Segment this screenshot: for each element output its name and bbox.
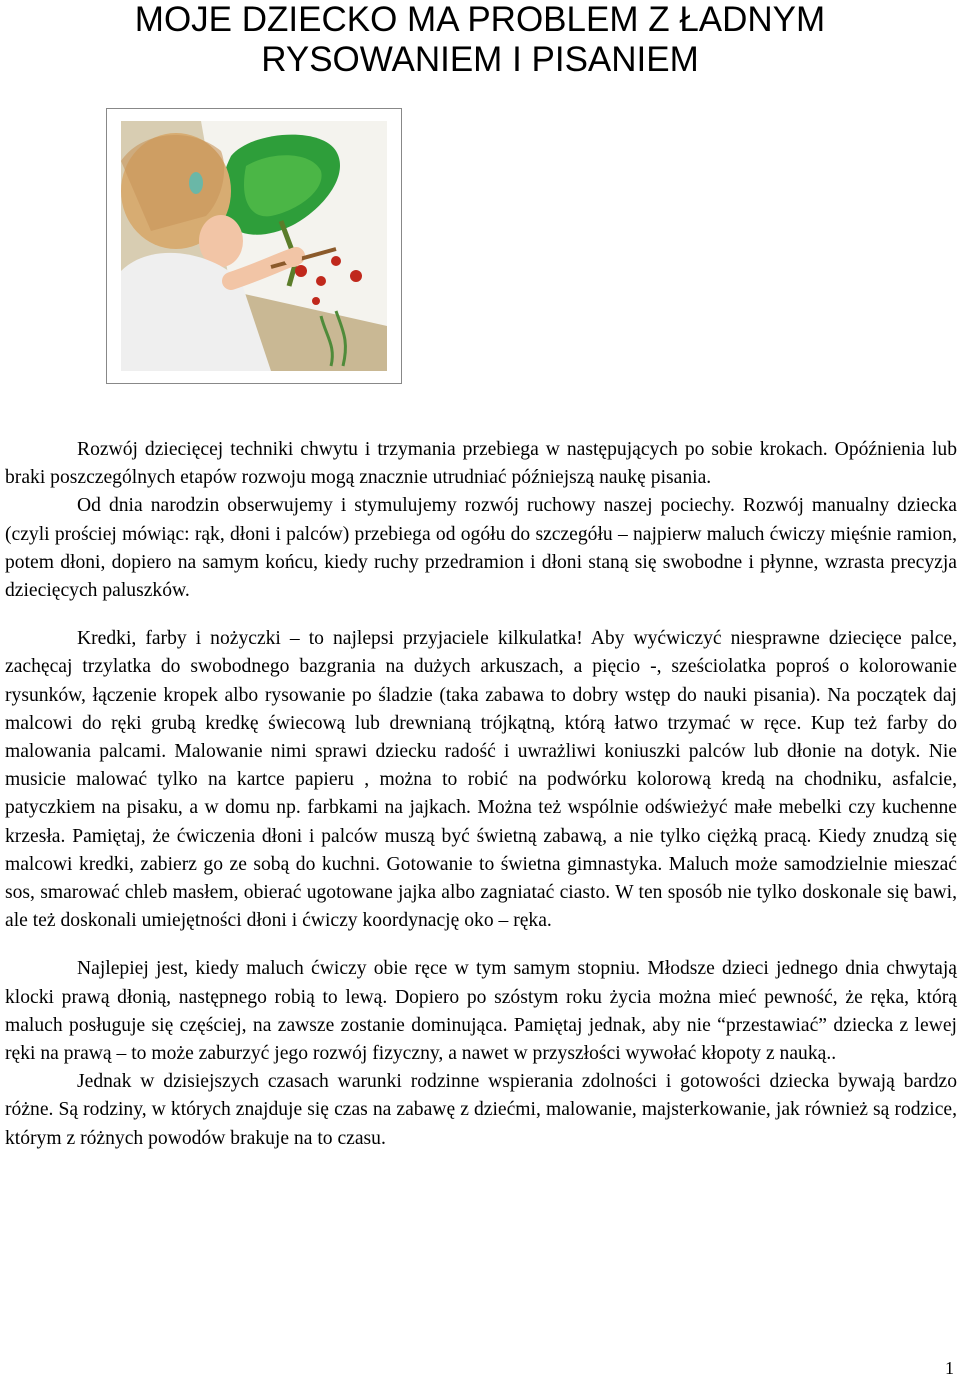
child-painting-photo [121,121,387,371]
paragraph-3: Kredki, farby i nożyczki – to najlepsi przyjaciele kilkulatka! Aby wyćwiczyć niesprawne dziecięce palce, zachęcaj trzylatka do swobodnego bazgrania na dużych arkuszach, a pięcio -, sześciolatka poproś o kolorowanie rysunków, łączenie kropek albo rysowanie po śladzie (taka zabawa to dobry wstęp do nauki pisania). Na początek daj malcowi do ręki grubą kredkę świecową lub drewnianą trójkątną, którą łatwo trzymać w ręce. Kup też farby do malowania palcami. Malowanie nimi sprawi dziecku radość i uwrażliwi koniuszki palców lub dłonie na dotyk. Nie musicie malować tylko na kartce papieru , można to robić na podwórku kolorową kredą na chodniku, asfalcie, patyczkiem na pisaku, a w domu np. farbkami na jajkach. Można też wspólnie odświeżyć małe mebelki czy kuchenne krzesła. Pamiętaj, że ćwiczenia dłoni i palców muszą być świetną zabawą, a nie tylko ciężką pracą. Kiedy znudzą się malcowi kredki, zabierz go ze sobą do kuchni. Gotowanie to świetna gimnastyka. Maluch może samodzielnie mieszać sos, smarować chleb masłem, obierać ugotowane jajka albo zagniatać ciasto. W ten sposób nie tylko doskonale się bawi, ale też doskonali umiejętności dłoni i ćwiczy koordynację oko – ręka. [5,628,957,932]
child-painting-illustration [121,121,387,371]
title-line-2: RYSOWANIEM I PISANIEM [261,40,699,79]
paragraph-1: Rozwój dziecięcej techniki chwytu i trzymania przebiega w następujących po sobie krokach. Opóźnienia lub braki poszczególnych etapów rozwoju mogą znacznie utrudniać późniejszą naukę pisania. [5,439,957,489]
title-line-1: MOJE DZIECKO MA PROBLEM Z ŁADNYM [134,0,826,39]
page-title [0,0,960,80]
paragraph-4: Najlepiej jest, kiedy maluch ćwiczy obie ręce w tym samym stopniu. Młodsze dzieci jednego dnia chwytają klocki prawą dłonią, następnego robią to lewą. Dopiero po szóstym roku życia można mieć pewność, że ręka, którą maluch posługuje się częściej, na zawsze zostanie dominująca. Pamiętaj jednak, aby nie “przestawiać” dziecka z lewej ręki na prawą – to może zaburzyć jego rozwój fizyczny, a nawet w przyszłości wywołać kłopoty z nauką.. [5,958,957,1065]
paragraph-2: Od dnia narodzin obserwujemy i stymulujemy rozwój ruchowy naszej pociechy. Rozwój manualny dziecka (czyli prościej mówiąc: rąk, dłoni i palców) przebiega od ogółu do szczegółu – najpierw maluch ćwiczy mięśnie ramion, potem dłoni, dopiero na samym końcu, kiedy ruchy przedramion i dłoni staną się swobodne i płynne, wzrasta precyzja dziecięcych paluszków. [5,495,957,602]
photo-frame [106,108,402,384]
page-number: 1 [945,1358,954,1378]
article-body [5,436,957,1153]
paragraph-5: Jednak w dzisiejszych czasach warunki rodzinne wspierania zdolności i gotowości dziecka bywają bardzo różne. Są rodziny, w których znajduje się czas na zabawę z dziećmi, malowanie, majsterkowanie, jak również są rodzice, którym z różnych powodów brakuje na to czasu. [5,1071,957,1149]
